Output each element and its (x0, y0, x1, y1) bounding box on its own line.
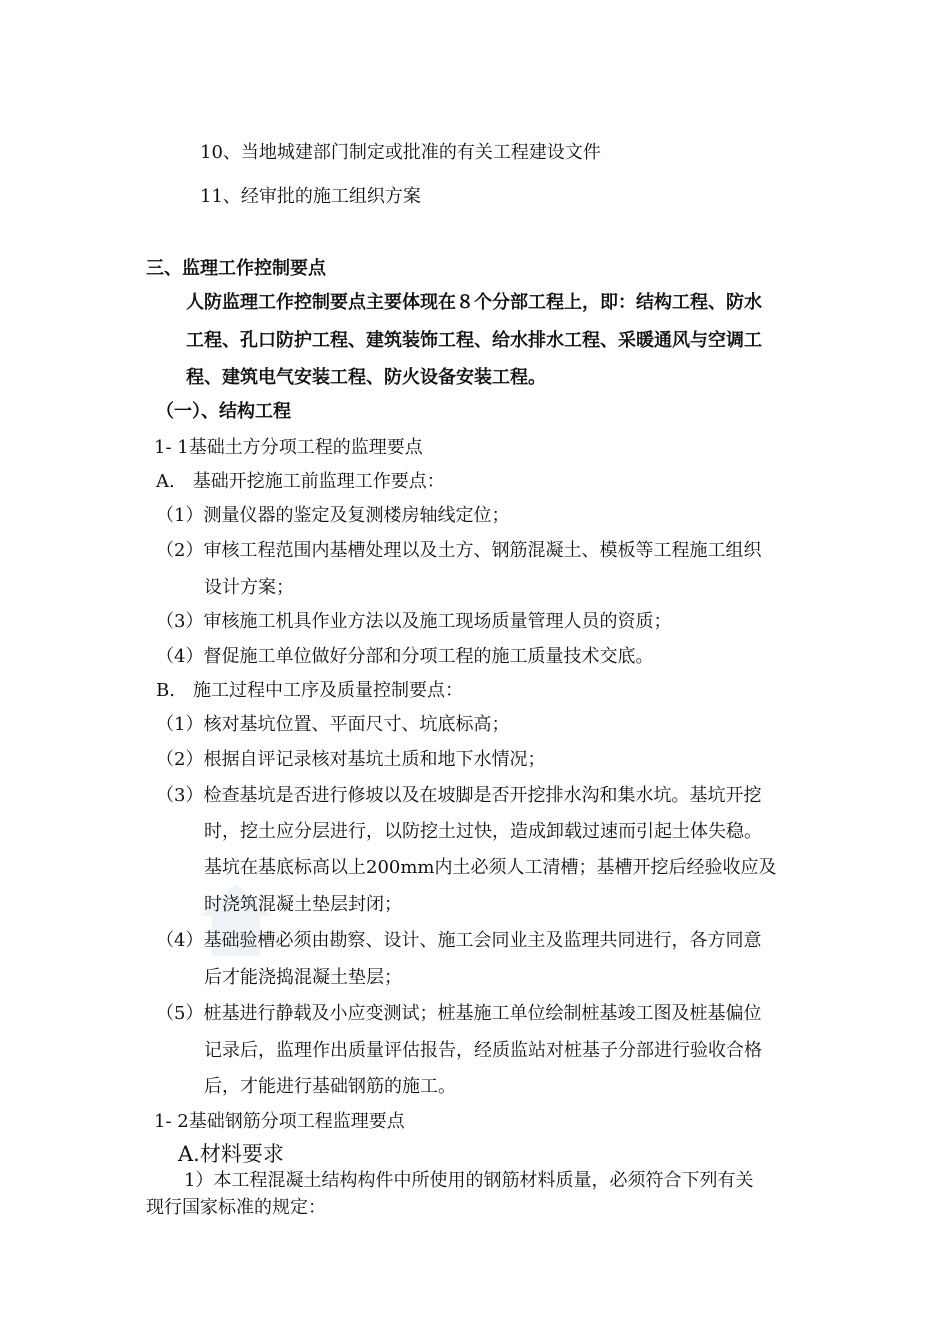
list-item: （1）测量仪器的鉴定及复测楼房轴线定位； (156, 505, 510, 526)
heading-materials: A.材料要求 (178, 1142, 284, 1166)
heading-A: A. 基础开挖施工前监理工作要点： (156, 471, 445, 492)
list-item-cont: 后，才能进行基础钢筋的施工。 (204, 1076, 456, 1097)
paragraph-line-2: 现行国家标准的规定： (146, 1197, 326, 1218)
list-item: （2）根据自评记录核对基坑土质和地下水情况； (156, 749, 546, 770)
intro-line-3: 程、建筑电气安装工程、防火设备安装工程。 (186, 367, 546, 388)
list-item: （5）桩基进行静载及小应变测试；桩基施工单位绘制桩基竣工图及桩基偏位 (156, 1003, 762, 1024)
list-item: （4）督促施工单位做好分部和分项工程的施工质量技术交底。 (156, 646, 654, 667)
heading-1-1: 1- 1基础土方分项工程的监理要点 (154, 437, 423, 458)
heading-B: B. 施工过程中工序及质量控制要点： (156, 680, 463, 701)
list-item-cont: 后才能浇捣混凝土垫层； (204, 967, 402, 988)
heading-1-2: 1- 2基础钢筋分项工程监理要点 (154, 1111, 405, 1132)
list-item-10: 10、当地城建部门制定或批准的有关工程建设文件 (200, 142, 601, 163)
list-item-cont: 时浇筑混凝土垫层封闭； (204, 894, 402, 915)
list-item-cont: 基坑在基底标高以上200mm内土必须人工清槽；基槽开挖后经验收应及 (204, 857, 777, 878)
list-item-cont: 时，挖土应分层进行，以防挖土过快，造成卸载过速而引起土体失稳。 (204, 821, 762, 842)
list-item: （3）审核施工机具作业方法以及施工现场质量管理人员的资质； (156, 611, 672, 632)
list-item: （3）检查基坑是否进行修坡以及在坡脚是否开挖排水沟和集水坑。基坑开挖 (156, 785, 762, 806)
intro-line-2: 工程、孔口防护工程、建筑装饰工程、给水排水工程、采暖通风与空调工 (186, 330, 762, 351)
subsection-title: （一）、结构工程 (156, 401, 291, 422)
list-item-11: 11、经审批的施工组织方案 (200, 186, 421, 207)
section-title: 三、监理工作控制要点 (146, 258, 326, 279)
list-item: （2）审核工程范围内基槽处理以及土方、钢筋混凝土、模板等工程施工组织 (156, 540, 762, 561)
list-item-cont: 记录后，监理作出质量评估报告，经质监站对桩基子分部进行验收合格 (204, 1040, 762, 1061)
list-item: （4）基础验槽必须由勘察、设计、施工会同业主及监理共同进行，各方同意 (156, 930, 762, 951)
list-item-cont: 设计方案； (204, 577, 294, 598)
intro-line-1: 人防监理工作控制要点主要体现在８个分部工程上，即：结构工程、防水 (186, 292, 762, 313)
paragraph-line-1: 1）本工程混凝土结构构件中所使用的钢筋材料质量，必须符合下列有关 (184, 1170, 754, 1191)
list-item: （1）核对基坑位置、平面尺寸、坑底标高； (156, 714, 510, 735)
